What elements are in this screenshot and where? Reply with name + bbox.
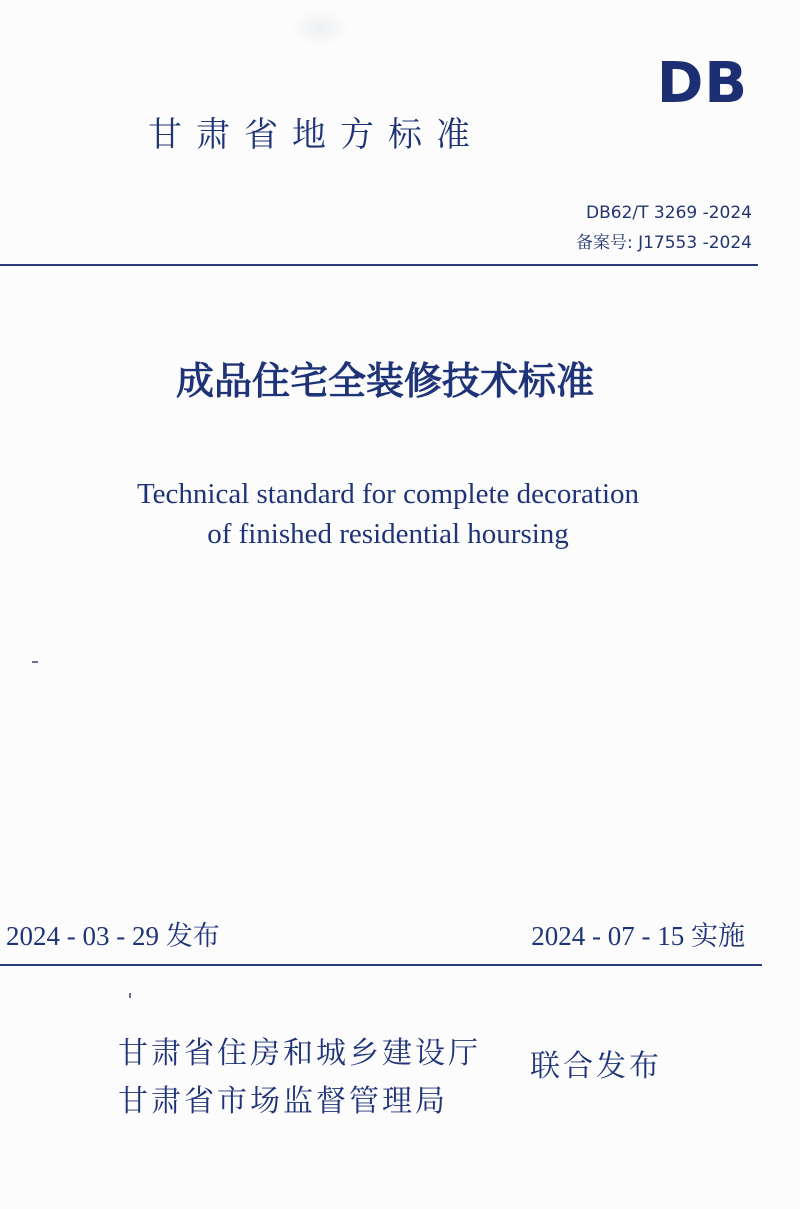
english-title-line-1: Technical standard for complete decoration (136, 478, 640, 510)
top-divider (0, 264, 758, 266)
record-number: 备案号: J17553 -2024 (575, 233, 752, 253)
db-logo: DB (656, 51, 748, 116)
scan-smudge (290, 8, 350, 48)
document-title-english (0, 474, 800, 554)
scan-speck (32, 661, 38, 663)
standard-code: DB62/T 3269 -2024 (586, 203, 752, 223)
standard-codes (576, 198, 752, 258)
joint-release-label: 联合发布 (530, 1049, 662, 1084)
issuer-housing-department: 甘肃省住房和城乡建设厅 (118, 1036, 481, 1071)
issuer-market-regulation-bureau: 甘肃省市场监督管理局 (118, 1084, 448, 1119)
english-title-line-2: of finished residential hoursing (207, 518, 569, 550)
issuing-authorities (118, 1030, 481, 1126)
bottom-divider (0, 964, 762, 966)
issue-date: 2024 - 03 - 29 发布 (6, 921, 220, 951)
document-title-chinese: 成品住宅全装修技术标准 (175, 358, 594, 403)
standard-type-heading: 甘肃省地方标准 (148, 115, 484, 155)
scan-speck (129, 993, 131, 998)
implementation-date: 2024 - 07 - 15 实施 (531, 921, 745, 951)
